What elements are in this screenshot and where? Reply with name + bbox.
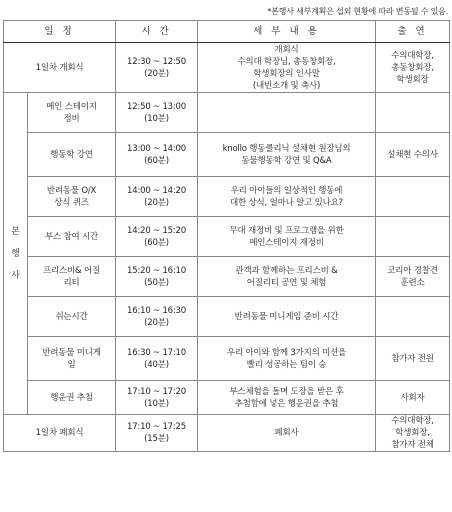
table-row bbox=[4, 43, 450, 93]
time-cell bbox=[116, 133, 198, 177]
content-line: 메인스테이지 재정비 bbox=[249, 237, 324, 248]
schedule-line: 정비 bbox=[63, 113, 80, 124]
content-line: 동물행동학 강연 및 Q&A bbox=[241, 155, 332, 166]
table-row bbox=[4, 133, 450, 177]
schedule-cell bbox=[28, 217, 116, 257]
schedule-line: 리티 bbox=[63, 277, 80, 288]
cast-cell bbox=[376, 381, 450, 415]
schedule-note: *본행사 세부계획은 섭외 현황에 따라 변동될 수 있음. bbox=[267, 7, 448, 16]
schedule-cell bbox=[28, 93, 116, 133]
cast-line: 코리아 경찰견 bbox=[387, 265, 438, 276]
section-char: 사 bbox=[11, 270, 20, 281]
content-cell bbox=[198, 133, 376, 177]
cast-line: 학생회장 bbox=[396, 74, 429, 85]
time-line: (20분) bbox=[144, 317, 169, 328]
time-cell bbox=[116, 297, 198, 337]
cast-line: 총동창회장, bbox=[391, 62, 434, 73]
content-line: 빨리 성공하는 팀이 승 bbox=[246, 359, 327, 370]
schedule-line: 프리스비& 어질 bbox=[43, 265, 100, 276]
schedule-line: 행운권 추첨 bbox=[50, 392, 93, 403]
time-line: 12:30 ~ 12:50 bbox=[127, 56, 186, 67]
section-char: 본 bbox=[11, 226, 20, 237]
time-line: 14:00 ~ 14:20 bbox=[127, 185, 186, 196]
content-cell bbox=[198, 257, 376, 297]
content-cell bbox=[198, 217, 376, 257]
time-line: 17:10 ~ 17:20 bbox=[127, 386, 186, 397]
table-row bbox=[4, 415, 450, 452]
content-line: 학생회장의 인사말 bbox=[253, 68, 320, 79]
time-line: (40분) bbox=[144, 359, 169, 370]
header-time: 시 간 bbox=[116, 21, 198, 43]
table-row bbox=[4, 93, 450, 133]
header-schedule: 일 정 bbox=[4, 21, 116, 43]
time-line: 15:20 ~ 16:10 bbox=[127, 265, 186, 276]
section-label bbox=[4, 93, 28, 415]
time-cell bbox=[116, 337, 198, 381]
cast-line: 참가자 전원 bbox=[391, 353, 434, 364]
section-char: 행 bbox=[11, 248, 20, 259]
content-cell bbox=[198, 381, 376, 415]
cast-line: 사회자 bbox=[400, 392, 425, 403]
time-line: (10분) bbox=[144, 398, 169, 409]
schedule-cell bbox=[28, 177, 116, 217]
schedule-cell bbox=[28, 133, 116, 177]
time-line: (60분) bbox=[144, 237, 169, 248]
table-row bbox=[4, 177, 450, 217]
schedule-line: 행동학 강연 bbox=[50, 149, 93, 160]
content-cell bbox=[198, 43, 376, 93]
schedule-line: 쉬는시간 bbox=[55, 311, 88, 322]
table-row bbox=[4, 381, 450, 415]
content-line: (내빈소개 및 축사) bbox=[252, 80, 321, 91]
cast-line: 수의대학장, bbox=[391, 50, 434, 61]
content-line: 어질리티 공연 및 체험 bbox=[246, 277, 327, 288]
table-row bbox=[4, 337, 450, 381]
time-cell bbox=[116, 93, 198, 133]
time-line: (15분) bbox=[144, 434, 169, 444]
schedule-cell: 1일차 개회식 bbox=[4, 43, 116, 93]
content-cell bbox=[198, 177, 376, 217]
header-content: 세 부 내 용 bbox=[198, 21, 376, 43]
schedule-cell bbox=[28, 257, 116, 297]
content-line: 관객과 함께하는 프리스비 & bbox=[235, 265, 338, 276]
time-cell bbox=[116, 217, 198, 257]
table-row bbox=[4, 257, 450, 297]
table-row bbox=[4, 217, 450, 257]
schedule-line: 부스 참여 시간 bbox=[44, 231, 99, 242]
cast-cell bbox=[376, 177, 450, 217]
content-line: 수의대 학장님, 총동창회장, bbox=[237, 56, 336, 67]
schedule-line: 메인 스테이지 bbox=[46, 101, 97, 112]
cast-line: 훈련소 bbox=[400, 277, 425, 288]
time-line: 14:20 ~ 15:20 bbox=[127, 225, 186, 236]
schedule-cell: 1일차 폐회식 bbox=[4, 415, 116, 452]
time-cell bbox=[116, 381, 198, 415]
time-line: (20분) bbox=[144, 68, 169, 79]
content-line: 대한 상식, 얼마나 알고 있나요? bbox=[230, 197, 343, 208]
content-cell bbox=[198, 297, 376, 337]
cast-line: 참가자 전체 bbox=[391, 440, 434, 450]
content-cell bbox=[198, 93, 376, 133]
content-line: 무대 재정비 및 프로그램을 위한 bbox=[229, 225, 344, 236]
cast-cell bbox=[376, 257, 450, 297]
time-line: 16:30 ~ 17:10 bbox=[127, 347, 186, 358]
cast-line: 수의대학장, bbox=[391, 416, 434, 426]
time-line: 16:10 ~ 16:30 bbox=[127, 305, 186, 316]
time-line: 17:10 ~ 17:25 bbox=[127, 422, 186, 432]
content-line: 우리 아이와 함께 3가지의 미션을 bbox=[226, 347, 347, 358]
schedule-line: 반려동물 미니게 bbox=[42, 347, 101, 358]
schedule-cell bbox=[28, 297, 116, 337]
header-cast: 출 연 bbox=[376, 21, 450, 43]
schedule-cell bbox=[28, 337, 116, 381]
content-line: 반려동물 미니게임 준비 시간 bbox=[234, 311, 339, 322]
cast-cell bbox=[376, 43, 450, 93]
time-cell bbox=[116, 415, 198, 452]
time-cell bbox=[116, 257, 198, 297]
content-line: 개회식 bbox=[274, 44, 299, 55]
time-line: 12:50 ~ 13:00 bbox=[127, 101, 186, 112]
schedule-line: 임 bbox=[67, 359, 76, 370]
cast-line: 설채현 수의사 bbox=[387, 149, 438, 160]
cast-cell bbox=[376, 133, 450, 177]
time-line: (60분) bbox=[144, 155, 169, 166]
content-line: knollo 행동클리닉 설채현 원장님의 bbox=[222, 143, 351, 154]
cast-cell bbox=[376, 415, 450, 452]
table-row bbox=[4, 297, 450, 337]
content-line: 폐회사 bbox=[274, 428, 299, 438]
content-cell bbox=[198, 415, 376, 452]
time-line: (50분) bbox=[144, 277, 169, 288]
time-line: 13:00 ~ 14:00 bbox=[127, 143, 186, 154]
schedule-table bbox=[3, 20, 450, 452]
cast-line: 학생회장, bbox=[395, 428, 430, 438]
content-line: 추첨함에 넣은 행운권을 추첨 bbox=[234, 398, 339, 409]
time-line: (20분) bbox=[144, 197, 169, 208]
schedule-cell bbox=[28, 381, 116, 415]
content-line: 부스체험을 돌며 도장을 받은 후 bbox=[229, 386, 344, 397]
time-cell bbox=[116, 43, 198, 93]
cast-cell bbox=[376, 93, 450, 133]
cast-cell bbox=[376, 217, 450, 257]
cast-cell bbox=[376, 337, 450, 381]
time-line: (10분) bbox=[144, 113, 169, 124]
table-header-row bbox=[4, 21, 450, 43]
cast-cell bbox=[376, 297, 450, 337]
schedule-line: 상식 퀴즈 bbox=[54, 197, 89, 208]
content-cell bbox=[198, 337, 376, 381]
schedule-line: 반려동물 O/X bbox=[46, 185, 97, 196]
content-line: 우리 아이들의 일상적인 행동에 bbox=[230, 185, 343, 196]
time-cell bbox=[116, 177, 198, 217]
